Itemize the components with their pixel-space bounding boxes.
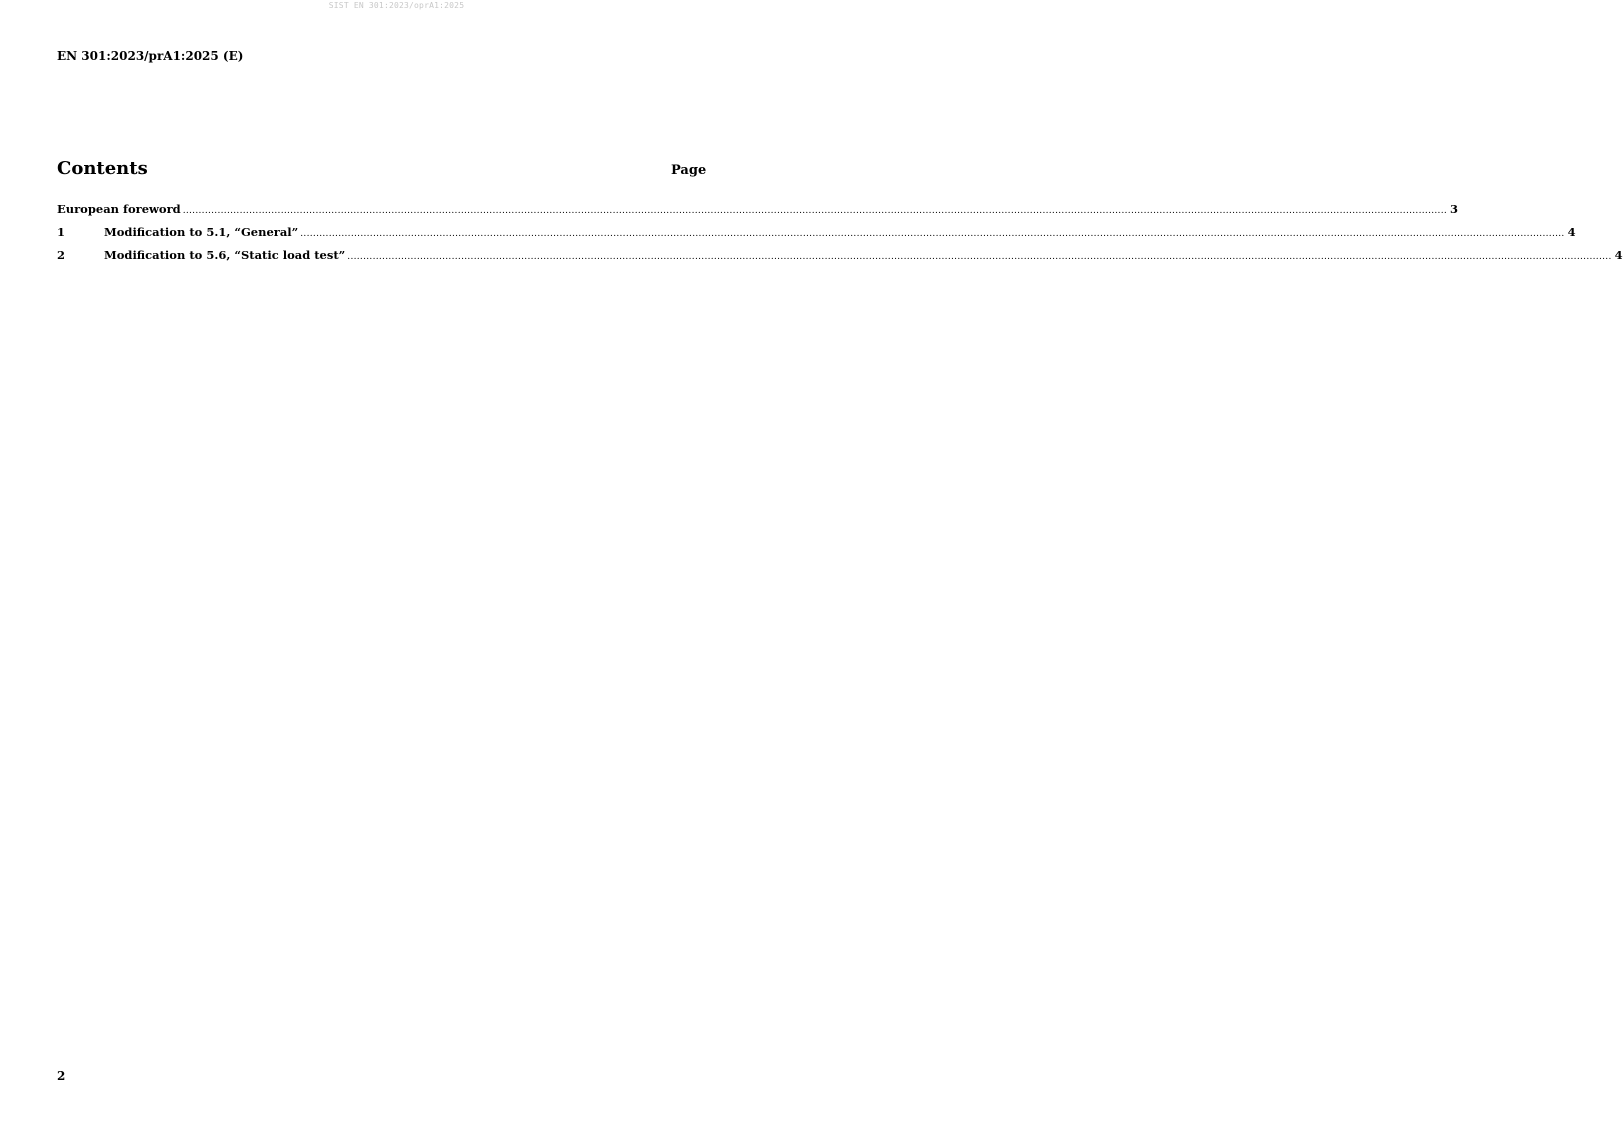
watermark: SIST EN 301:2023/oprA1:2025 [328, 1, 465, 10]
toc-entry-modification-5-6[interactable] [57, 248, 1623, 271]
toc-entry-label: European foreword [57, 202, 181, 216]
toc-entry-label: Modification to 5.1, “General” [104, 225, 299, 239]
page-number: 2 [57, 1069, 66, 1083]
toc-entry-label: Modification to 5.6, “Static load test” [104, 248, 346, 262]
toc-entry-number: 1 [57, 225, 66, 239]
toc-entry-page: 4 [1614, 248, 1623, 262]
document-id-header: EN 301:2023/prA1:2025 (E) [57, 49, 244, 63]
toc-entry-european-foreword[interactable] [57, 202, 1459, 225]
toc-dot-leader: ................................................................................................................................................................................................................................................................................................................................................................................................................ [347, 252, 1612, 262]
toc-entry-modification-5-1[interactable] [57, 225, 1576, 248]
table-of-contents [57, 202, 1623, 271]
toc-entry-page: 3 [1450, 202, 1459, 216]
page-column-label: Page [671, 163, 707, 178]
toc-entry-page: 4 [1567, 225, 1576, 239]
toc-entry-number: 2 [57, 248, 66, 262]
toc-dot-leader: ................................................................................................................................................................................................................................................................................................................................................................................................................ [300, 229, 1565, 239]
contents-title: Contents [57, 158, 148, 179]
toc-dot-leader: ................................................................................................................................................................................................................................................................................................................................................................................................................ [182, 206, 1448, 216]
